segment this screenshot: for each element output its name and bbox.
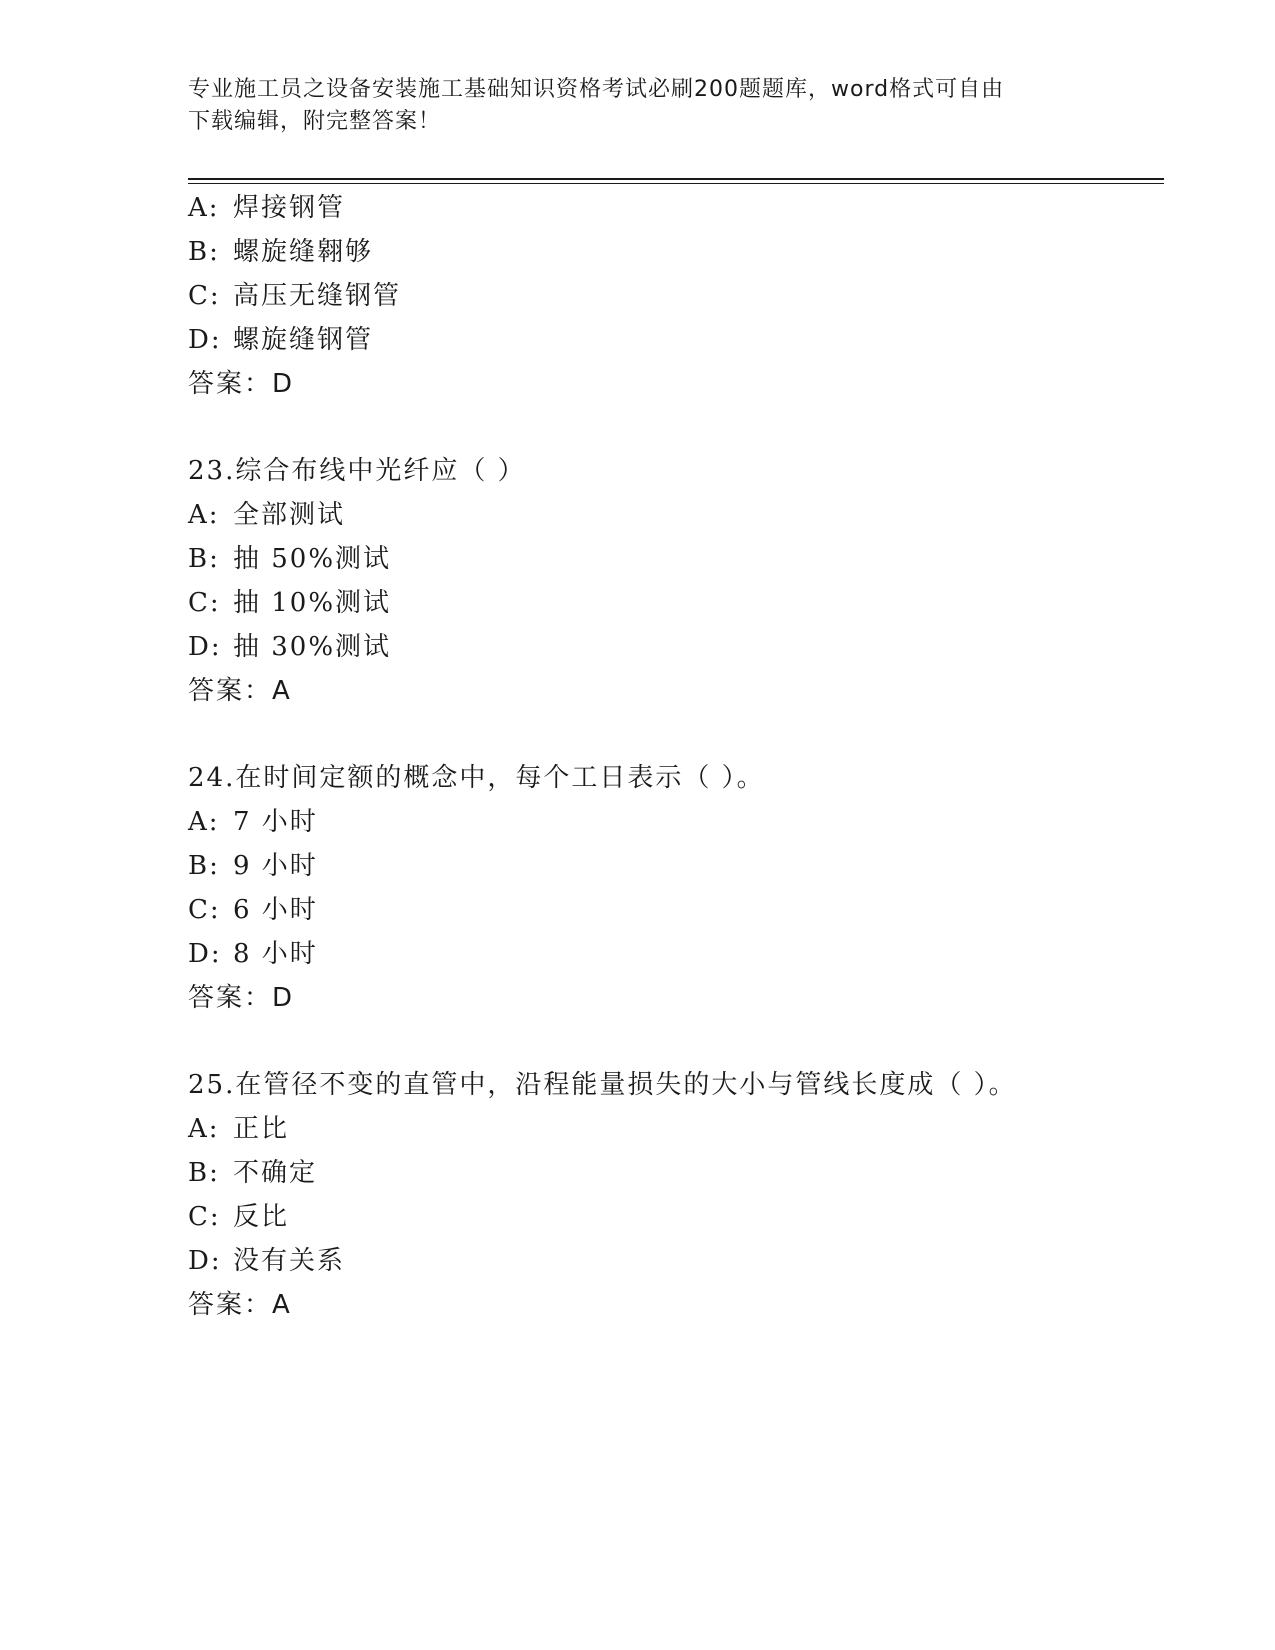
option-letter: A:	[188, 1114, 220, 1144]
header-divider-thin	[188, 183, 1164, 184]
answer-line: 答案：D	[188, 983, 295, 1013]
option-d	[188, 938, 318, 970]
option-text: 反比	[233, 1202, 290, 1232]
option-text: 6 小时	[233, 895, 318, 925]
option-text: 不确定	[233, 1158, 318, 1188]
option-c	[188, 587, 391, 619]
header-title-line-2: 下载编辑，附完整答案！	[188, 109, 442, 134]
option-letter: B:	[188, 851, 220, 881]
answer-line: 答案：D	[188, 369, 295, 399]
option-letter: D:	[188, 632, 222, 662]
option-a	[188, 806, 318, 838]
option-letter: C:	[188, 1202, 221, 1232]
option-text: 7 小时	[233, 807, 318, 837]
option-text: 焊接钢管	[233, 193, 346, 223]
option-text: 抽 50%测试	[233, 544, 392, 574]
option-letter: D:	[188, 939, 222, 969]
option-letter: B:	[188, 237, 220, 267]
option-letter: D:	[188, 1246, 222, 1276]
option-text: 8 小时	[233, 939, 318, 969]
document-header	[188, 74, 1088, 138]
option-text: 全部测试	[233, 500, 346, 530]
option-d	[188, 324, 373, 356]
option-letter: C:	[188, 588, 221, 618]
option-letter: A:	[188, 193, 220, 223]
option-b	[188, 1157, 317, 1189]
option-a	[188, 1113, 289, 1145]
header-divider-thick	[188, 178, 1164, 180]
option-letter: A:	[188, 807, 220, 837]
question-24: 24.在时间定额的概念中，每个工日表示（ ）。	[188, 763, 765, 793]
option-a	[188, 192, 345, 224]
option-d	[188, 631, 391, 663]
option-text: 9 小时	[233, 851, 318, 881]
option-letter: B:	[188, 1158, 220, 1188]
question-23: 23.综合布线中光纤应（ ）	[188, 456, 526, 486]
option-c	[188, 280, 401, 312]
option-text: 没有关系	[233, 1246, 346, 1276]
option-text: 抽 30%测试	[233, 632, 392, 662]
option-d	[188, 1245, 345, 1277]
question-25: 25.在管径不变的直管中，沿程能量损失的大小与管线长度成（ ）。	[188, 1070, 1017, 1100]
option-letter: D:	[188, 325, 222, 355]
header-title-line-1: 专业施工员之设备安装施工基础知识资格考试必刷200题题库，word格式可自由	[188, 77, 1005, 102]
option-letter: B:	[188, 544, 220, 574]
option-b	[188, 236, 373, 268]
option-a	[188, 499, 345, 531]
option-b	[188, 850, 318, 882]
option-c	[188, 894, 318, 926]
option-c	[188, 1201, 289, 1233]
option-text: 高压无缝钢管	[233, 281, 402, 311]
answer-line: 答案：A	[188, 1290, 292, 1320]
option-letter: A:	[188, 500, 220, 530]
option-letter: C:	[188, 895, 221, 925]
option-text: 抽 10%测试	[233, 588, 392, 618]
answer-line: 答案：A	[188, 676, 292, 706]
option-text: 螺旋缝翱够	[233, 237, 374, 267]
option-letter: C:	[188, 281, 221, 311]
option-text: 螺旋缝钢管	[233, 325, 374, 355]
option-text: 正比	[233, 1114, 290, 1144]
option-b	[188, 543, 391, 575]
